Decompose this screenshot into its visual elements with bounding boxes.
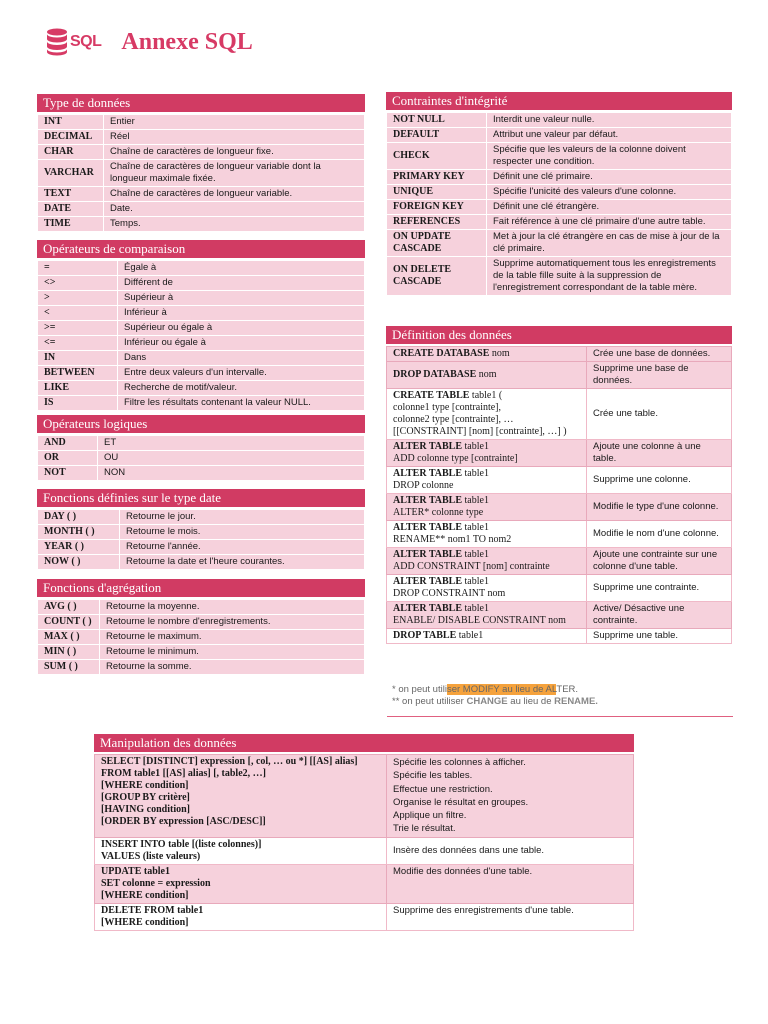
- constraint-row-key: PRIMARY KEY: [387, 170, 487, 185]
- definition-statement: [387, 602, 587, 629]
- definition-statement: [387, 440, 587, 467]
- comparison-row-key: <: [38, 306, 118, 321]
- aggregate-row: [38, 660, 365, 675]
- aggregate-row-key: MAX ( ): [38, 630, 100, 645]
- manipulation-table: [94, 754, 634, 931]
- definition-table: [386, 346, 732, 644]
- insert-statement: INSERT INTO table [(liste colonnes)] VALUES (liste valeurs): [95, 837, 387, 864]
- definition-row: [387, 629, 732, 644]
- constraint-row-key: DEFAULT: [387, 128, 487, 143]
- constraint-row: [387, 128, 732, 143]
- comparison-row-value: Supérieur ou égale à: [118, 321, 365, 336]
- aggregate-section: [37, 579, 365, 675]
- constraint-row-value: Définit une clé primaire.: [487, 170, 732, 185]
- type-row-value: Chaîne de caractères de longueur variable.: [104, 187, 365, 202]
- logical-row-value: NON: [98, 466, 365, 481]
- comparison-row-value: Différent de: [118, 276, 365, 291]
- statement-body: table1 RENAME** nom1 TO nom2: [393, 522, 512, 545]
- date-functions-section: [37, 489, 365, 570]
- type-row: [38, 217, 365, 232]
- definition-row: [387, 575, 732, 602]
- aggregate-row-value: Retourne la somme.: [100, 660, 365, 675]
- constraint-row: [387, 200, 732, 215]
- logical-section: [37, 415, 365, 481]
- page-title: Annexe SQL: [121, 28, 253, 55]
- comparison-row: [38, 321, 365, 336]
- comparison-row-key: <>: [38, 276, 118, 291]
- logical-row: [38, 451, 365, 466]
- divider: [387, 716, 733, 717]
- constraint-row-key: ON DELETE CASCADE: [387, 257, 487, 296]
- comparison-row-value: Inférieur ou égale à: [118, 336, 365, 351]
- date-functions-heading: Fonctions définies sur le type date: [37, 489, 365, 509]
- aggregate-row-value: Retourne la moyenne.: [100, 600, 365, 615]
- definition-row: [387, 362, 732, 389]
- delete-statement: DELETE FROM table1 [WHERE condition]: [95, 903, 387, 930]
- date-function-row-value: Retourne la date et l'heure courantes.: [120, 555, 365, 570]
- constraint-row-value: Définit une clé étrangère.: [487, 200, 732, 215]
- aggregate-row: [38, 600, 365, 615]
- comparison-heading: Opérateurs de comparaison: [37, 240, 365, 260]
- statement-body: table1 ENABLE/ DISABLE CONSTRAINT nom: [393, 603, 566, 626]
- statement-keyword: ALTER TABLE: [393, 468, 463, 479]
- type-row: [38, 115, 365, 130]
- aggregate-row-key: SUM ( ): [38, 660, 100, 675]
- comparison-row-key: <=: [38, 336, 118, 351]
- logical-heading: Opérateurs logiques: [37, 415, 365, 435]
- aggregate-row-value: Retourne le maximum.: [100, 630, 365, 645]
- statement-keyword: ALTER TABLE: [393, 603, 463, 614]
- definition-row: [387, 548, 732, 575]
- type-row-value: Chaîne de caractères de longueur variable dont la longueur maximale fixée.: [104, 160, 365, 187]
- definition-description: Ajoute une colonne à une table.: [587, 440, 732, 467]
- type-row-key: INT: [38, 115, 104, 130]
- insert-description: Insère des données dans une table.: [387, 837, 634, 864]
- comparison-row-value: Dans: [118, 351, 365, 366]
- statement-keyword: CREATE TABLE: [393, 390, 470, 401]
- comparison-row: [38, 381, 365, 396]
- statement-body: table1 ADD colonne type [contrainte]: [393, 441, 518, 464]
- page-header: [46, 28, 253, 56]
- definition-statement: [387, 494, 587, 521]
- delete-description: Supprime des enregistrements d'une table.: [387, 903, 634, 930]
- aggregate-row-key: AVG ( ): [38, 600, 100, 615]
- constraint-row-value: Met à jour la clé étrangère en cas de mise à jour de la clé primaire.: [487, 230, 732, 257]
- definition-statement: [387, 362, 587, 389]
- date-function-row: [38, 540, 365, 555]
- logical-row-key: AND: [38, 436, 98, 451]
- definition-statement: [387, 548, 587, 575]
- type-row: [38, 202, 365, 217]
- note-change: ** on peut utiliser CHANGE au lieu de RENAME.: [392, 696, 598, 707]
- type-row-value: Chaîne de caractères de longueur fixe.: [104, 145, 365, 160]
- statement-keyword: CREATE DATABASE: [393, 348, 490, 359]
- comparison-row: [38, 306, 365, 321]
- type-row-value: Temps.: [104, 217, 365, 232]
- definition-statement: [387, 521, 587, 548]
- definition-section: [386, 326, 732, 644]
- definition-description: Crée une base de données.: [587, 347, 732, 362]
- table-row: [95, 755, 634, 838]
- comparison-section: [37, 240, 365, 411]
- statement-body: nom: [476, 369, 497, 380]
- note-highlight: ser MODIFY au lieu de AL: [446, 684, 557, 695]
- statement-body: table1 DROP CONSTRAINT nom: [393, 576, 506, 599]
- comparison-row-key: IS: [38, 396, 118, 411]
- statement-keyword: ALTER TABLE: [393, 576, 463, 587]
- constraint-row: [387, 113, 732, 128]
- date-functions-table: [37, 509, 365, 570]
- type-row-value: Date.: [104, 202, 365, 217]
- type-row: [38, 160, 365, 187]
- date-function-row-key: YEAR ( ): [38, 540, 120, 555]
- comparison-table: [37, 260, 365, 411]
- types-section: [37, 94, 365, 232]
- constraint-row-key: FOREIGN KEY: [387, 200, 487, 215]
- comparison-row-key: >: [38, 291, 118, 306]
- definition-row: [387, 440, 732, 467]
- type-row: [38, 187, 365, 202]
- constraint-row: [387, 143, 732, 170]
- date-function-row-key: MONTH ( ): [38, 525, 120, 540]
- definition-description: Supprime une base de données.: [587, 362, 732, 389]
- constraint-row-value: Spécifie l'unicité des valeurs d'une colonne.: [487, 185, 732, 200]
- manipulation-section: [94, 734, 634, 931]
- update-description: Modifie des données d'une table.: [387, 864, 634, 903]
- constraint-row: [387, 215, 732, 230]
- aggregate-row: [38, 615, 365, 630]
- logical-row-value: OU: [98, 451, 365, 466]
- statement-keyword: ALTER TABLE: [393, 495, 463, 506]
- comparison-row: [38, 291, 365, 306]
- definition-description: Modifie le type d'une colonne.: [587, 494, 732, 521]
- note-modify: * on peut utiliser MODIFY au lieu de ALTER.: [392, 684, 579, 695]
- definition-row: [387, 389, 732, 440]
- constraint-row-key: NOT NULL: [387, 113, 487, 128]
- type-row-key: CHAR: [38, 145, 104, 160]
- comparison-row: [38, 336, 365, 351]
- type-row-key: VARCHAR: [38, 160, 104, 187]
- aggregate-row-value: Retourne le nombre d'enregistrements.: [100, 615, 365, 630]
- comparison-row: [38, 396, 365, 411]
- database-icon: [46, 28, 68, 56]
- logical-table: [37, 435, 365, 481]
- definition-row: [387, 602, 732, 629]
- comparison-row-key: =: [38, 261, 118, 276]
- definition-description: Crée une table.: [587, 389, 732, 440]
- logical-row-key: NOT: [38, 466, 98, 481]
- constraint-row-key: ON UPDATE CASCADE: [387, 230, 487, 257]
- type-row: [38, 130, 365, 145]
- type-row-key: DATE: [38, 202, 104, 217]
- statement-body: table1 ALTER* colonne type: [393, 495, 489, 518]
- definition-description: Modifie le nom d'une colonne.: [587, 521, 732, 548]
- comparison-row-value: Égale à: [118, 261, 365, 276]
- update-statement: UPDATE table1 SET colonne = expression [WHERE condition]: [95, 864, 387, 903]
- definition-description: Ajoute une contrainte sur une colonne d'une table.: [587, 548, 732, 575]
- statement-body: table1 ( colonne1 type [contrainte], colonne2 type [contrainte], … [[CONSTRAINT] [nom] [contrainte], …] ): [393, 390, 567, 437]
- comparison-row-key: IN: [38, 351, 118, 366]
- aggregate-row-value: Retourne le minimum.: [100, 645, 365, 660]
- date-function-row-value: Retourne l'année.: [120, 540, 365, 555]
- logical-row: [38, 436, 365, 451]
- aggregate-row-key: COUNT ( ): [38, 615, 100, 630]
- statement-body: nom: [489, 348, 510, 359]
- constraint-row-value: Fait référence à une clé primaire d'une autre table.: [487, 215, 732, 230]
- statement-keyword: ALTER TABLE: [393, 549, 463, 560]
- select-description: Spécifie les colonnes à afficher. Spécifie les tables. Effectue une restriction. Organise le résultat en groupes. Applique un filtre. Trie le résultat.: [387, 755, 634, 838]
- select-statement: SELECT [DISTINCT] expression [, col, … ou *] [[AS] alias] FROM table1 [[AS] alias] [, table2, …] [WHERE condition] [GROUP BY critère] [HAVING condition] [ORDER BY expression [ASC/DESC]]: [95, 755, 387, 838]
- definition-row: [387, 521, 732, 548]
- table-row: [95, 903, 634, 930]
- statement-keyword: ALTER TABLE: [393, 522, 463, 533]
- logical-row: [38, 466, 365, 481]
- types-table: [37, 114, 365, 232]
- comparison-row-key: BETWEEN: [38, 366, 118, 381]
- date-function-row: [38, 555, 365, 570]
- definition-statement: [387, 347, 587, 362]
- definition-description: Supprime une table.: [587, 629, 732, 644]
- constraint-row: [387, 257, 732, 296]
- statement-keyword: ALTER TABLE: [393, 441, 463, 452]
- definition-row: [387, 494, 732, 521]
- statement-body: table1: [456, 630, 484, 641]
- comparison-row-value: Inférieur à: [118, 306, 365, 321]
- constraint-row-value: Spécifie que les valeurs de la colonne doivent respecter une condition.: [487, 143, 732, 170]
- constraint-row: [387, 230, 732, 257]
- comparison-row: [38, 351, 365, 366]
- date-function-row-value: Retourne le jour.: [120, 510, 365, 525]
- aggregate-row: [38, 630, 365, 645]
- definition-description: Supprime une colonne.: [587, 467, 732, 494]
- manipulation-heading: Manipulation des données: [94, 734, 634, 754]
- date-function-row-key: NOW ( ): [38, 555, 120, 570]
- type-row-value: Entier: [104, 115, 365, 130]
- sql-logo: [46, 28, 101, 56]
- constraints-section: [386, 92, 732, 296]
- constraint-row-value: Supprime automatiquement tous les enregistrements de la table fille suite à la suppression de l'enregistrement correspondant de la table mère.: [487, 257, 732, 296]
- constraints-heading: Contraintes d'intégrité: [386, 92, 732, 112]
- definition-row: [387, 347, 732, 362]
- table-row: [95, 864, 634, 903]
- type-row-value: Réel: [104, 130, 365, 145]
- comparison-row-value: Supérieur à: [118, 291, 365, 306]
- aggregate-table: [37, 599, 365, 675]
- definition-statement: [387, 575, 587, 602]
- type-row-key: TIME: [38, 217, 104, 232]
- comparison-row: [38, 261, 365, 276]
- comparison-row: [38, 366, 365, 381]
- definition-statement: [387, 467, 587, 494]
- definition-description: Supprime une contrainte.: [587, 575, 732, 602]
- aggregate-row-key: MIN ( ): [38, 645, 100, 660]
- logical-row-key: OR: [38, 451, 98, 466]
- comparison-row-key: LIKE: [38, 381, 118, 396]
- comparison-row-value: Entre deux valeurs d'un intervalle.: [118, 366, 365, 381]
- logo-text: SQL: [70, 33, 102, 50]
- statement-keyword: DROP DATABASE: [393, 369, 477, 380]
- aggregate-heading: Fonctions d'agrégation: [37, 579, 365, 599]
- comparison-row: [38, 276, 365, 291]
- comparison-row-value: Filtre les résultats contenant la valeur NULL.: [118, 396, 365, 411]
- date-function-row-value: Retourne le mois.: [120, 525, 365, 540]
- comparison-row-key: >=: [38, 321, 118, 336]
- definition-statement: [387, 389, 587, 440]
- comparison-row-value: Recherche de motif/valeur.: [118, 381, 365, 396]
- constraint-row-key: CHECK: [387, 143, 487, 170]
- type-row-key: DECIMAL: [38, 130, 104, 145]
- definition-description: Active/ Désactive une contrainte.: [587, 602, 732, 629]
- type-row: [38, 145, 365, 160]
- statement-body: table1 DROP colonne: [393, 468, 489, 491]
- definition-statement: [387, 629, 587, 644]
- constraint-row: [387, 170, 732, 185]
- aggregate-row: [38, 645, 365, 660]
- date-function-row: [38, 510, 365, 525]
- statement-keyword: DROP TABLE: [393, 630, 457, 641]
- constraint-row-key: UNIQUE: [387, 185, 487, 200]
- date-function-row-key: DAY ( ): [38, 510, 120, 525]
- constraint-row-value: Attribut une valeur par défaut.: [487, 128, 732, 143]
- types-heading: Type de données: [37, 94, 365, 114]
- constraint-row: [387, 185, 732, 200]
- definition-row: [387, 467, 732, 494]
- definition-heading: Définition des données: [386, 326, 732, 346]
- date-function-row: [38, 525, 365, 540]
- statement-body: table1 ADD CONSTRAINT [nom] contrainte: [393, 549, 550, 572]
- logical-row-value: ET: [98, 436, 365, 451]
- table-row: [95, 837, 634, 864]
- constraint-row-key: REFERENCES: [387, 215, 487, 230]
- constraints-table: [386, 112, 732, 296]
- constraint-row-value: Interdit une valeur nulle.: [487, 113, 732, 128]
- type-row-key: TEXT: [38, 187, 104, 202]
